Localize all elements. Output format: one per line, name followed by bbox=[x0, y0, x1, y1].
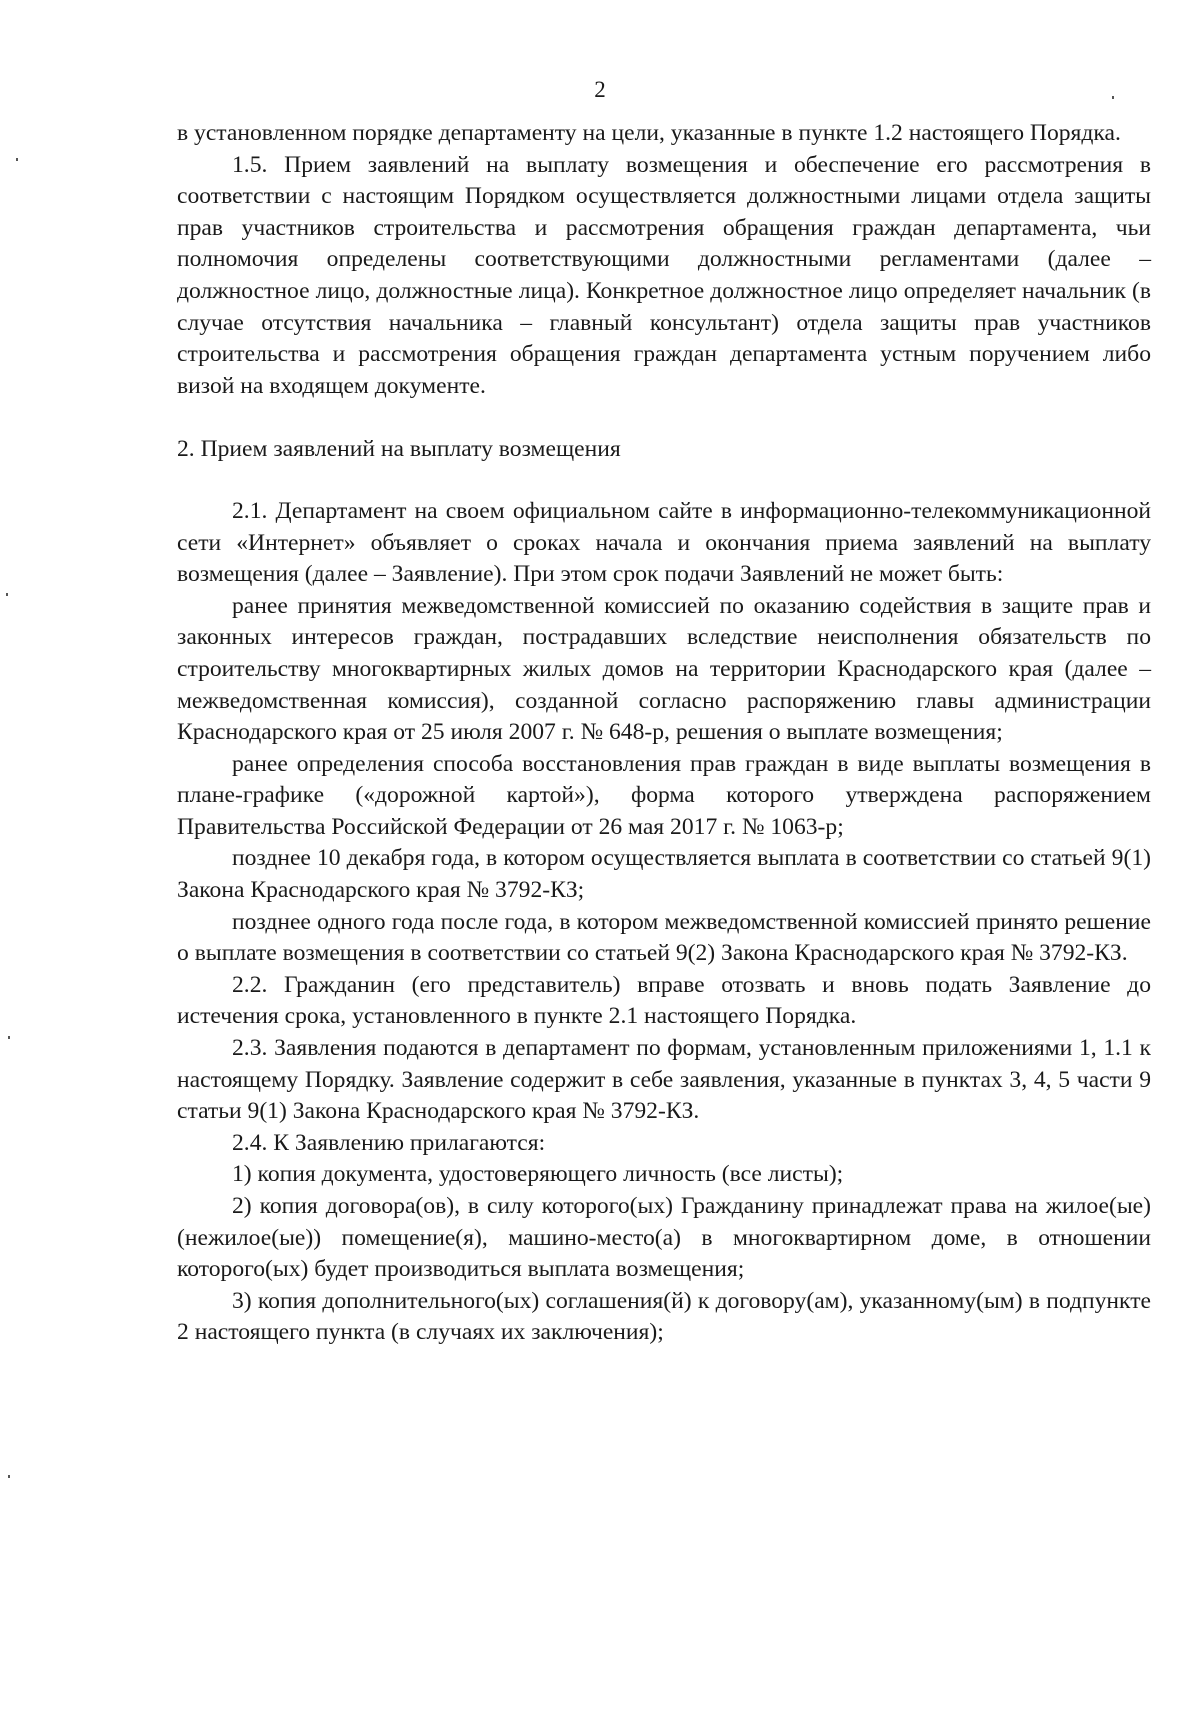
section-heading: 2. Прием заявлений на выплату возмещения bbox=[177, 436, 621, 463]
scan-speck bbox=[1112, 96, 1114, 99]
paragraph-2-3: 2.3. Заявления подаются в департамент по формам, установленным приложениями 1, 1.1 к настоящему Порядку. Заявление содержит в себе заявления, указанные в пунктах 3, 4, 5 части 9 статьи 9(1) Закона Краснодарского края № 3792-КЗ. bbox=[177, 1035, 1151, 1125]
scan-speck bbox=[8, 1036, 10, 1039]
list-item-condition-4: позднее одного года после года, в котором межведомственной комиссией принято решение о выплате возмещения в соответствии со статьей 9(2) Закона Краснодарского края № 3792-КЗ. bbox=[177, 908, 1151, 967]
paragraph-continuation: в установленном порядке департаменту на цели, указанные в пункте 1.2 настоящего Порядка. bbox=[177, 120, 1121, 146]
list-item-attachment-2: 2) копия договора(ов), в силу которого(ых) Гражданину принадлежат права на жилое(ые) (нежилое(ые)) помещение(я), машино-место(а) в многоквартирном доме, в отношении которого(ых) будет производиться выплата возмещения; bbox=[177, 1193, 1151, 1283]
scan-speck bbox=[6, 593, 8, 596]
list-item-condition-3: позднее 10 декабря года, в котором осуществляется выплата в соответствии со статьей 9(1) Закона Краснодарского края № 3792-КЗ; bbox=[177, 845, 1151, 904]
list-item-attachment-3: 3) копия дополнительного(ых) соглашения(й) к договору(ам), указанному(ым) в подпункте 2 настоящего пункта (в случаях их заключения); bbox=[177, 1287, 1151, 1346]
paragraph-2-1: 2.1. Департамент на своем официальном сайте в информационно-телекоммуникационной сети «Интернет» объявляет о сроках начала и окончания приема заявлений на выплату возмещения (далее – Заявление). При этом срок подачи Заявлений не может быть: bbox=[177, 497, 1151, 588]
list-item-attachment-1: 1) копия документа, удостоверяющего личность (все листы); bbox=[232, 1161, 844, 1188]
paragraph-2-2: 2.2. Гражданин (его представитель) вправе отозвать и вновь подать Заявление до истечения срока, установленного в пункте 2.1 настоящего Порядка. bbox=[177, 971, 1151, 1030]
document-body bbox=[177, 118, 1151, 1349]
scan-speck bbox=[8, 1475, 10, 1478]
paragraph-1-5: 1.5. Прием заявлений на выплату возмещения и обеспечение его рассмотрения в соответствии с настоящим Порядком осуществляется должностными лицами отдела защиты прав участников строительства и рассмотрения обращения граждан департамента, чьи полномочия определены соответствующими должностными регламентами (далее – должностное лицо, должностные лица). Конкретное должностное лицо определяет начальник (в случае отсутствия начальника – главный консультант) отдела защиты прав участников строительства и рассмотрения обращения граждан департамента устным поручением либо визой на входящем документе. bbox=[177, 151, 1151, 399]
list-item-condition-2: ранее определения способа восстановления прав граждан в виде выплаты возмещения в плане-графике («дорожной картой»), форма которого утверждена распоряжением Правительства Российской Федерации от 26 мая 2017 г. № 1063-р; bbox=[177, 750, 1151, 840]
page-number: 2 bbox=[594, 77, 606, 102]
paragraph-2-4: 2.4. К Заявлению прилагаются: bbox=[232, 1129, 546, 1156]
list-item-condition-1: ранее принятия межведомственной комиссией по оказанию содействия в защите прав и законных интересов граждан, пострадавших вследствие неисполнения обязательств по строительству многоквартирных жилых домов на территории Краснодарского края (далее – межведомственная комиссия), созданной согласно распоряжению главы администрации Краснодарского края от 25 июля 2007 г. № 648-р, решения о выплате возмещения; bbox=[177, 592, 1151, 746]
scan-speck bbox=[16, 158, 18, 161]
